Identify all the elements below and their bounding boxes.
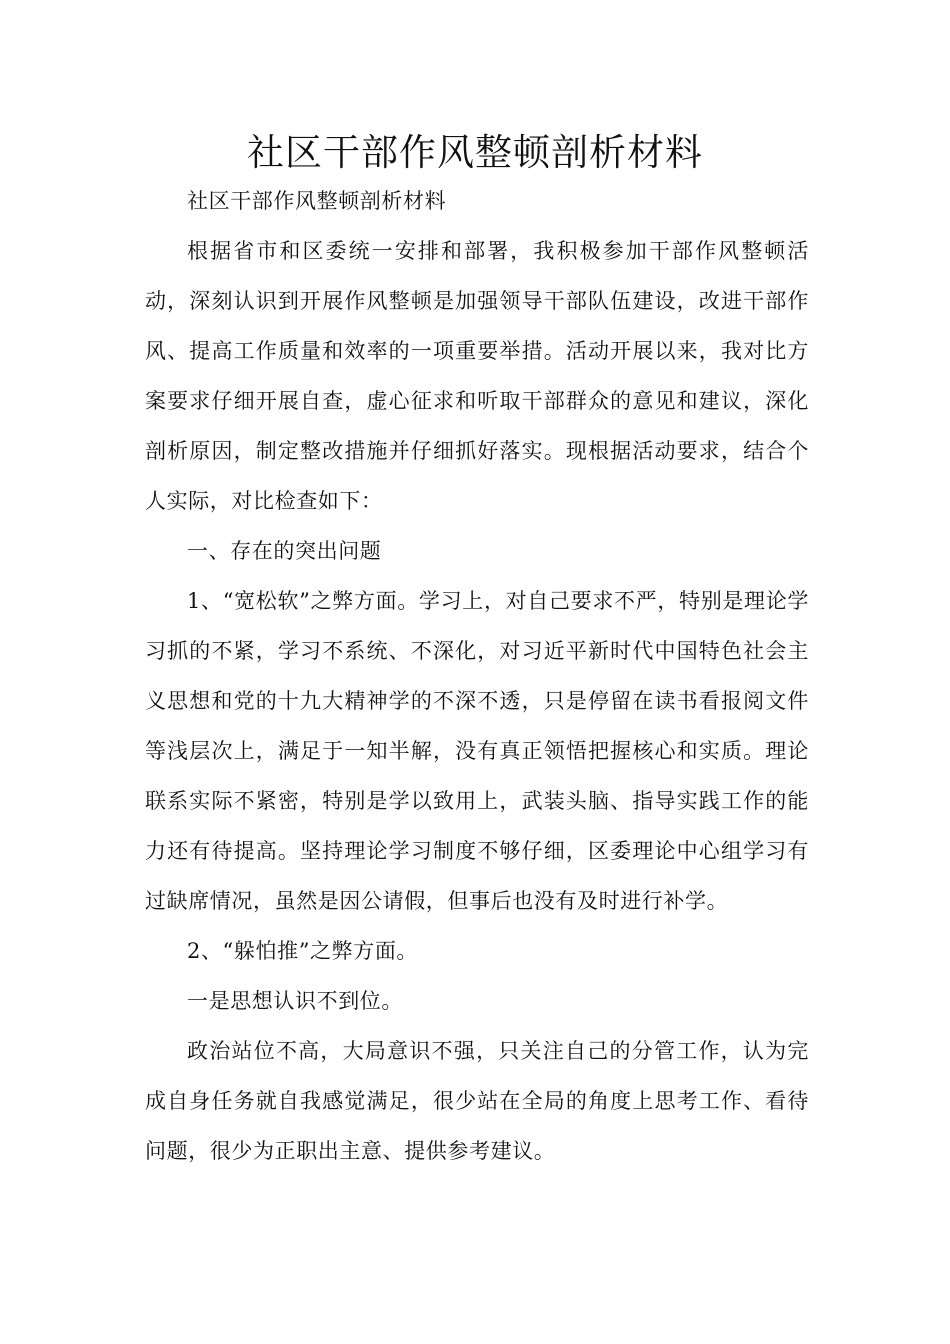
document-title: 社区干部作风整顿剖析材料 xyxy=(247,131,703,174)
paragraph-detail: 政治站位不高，大局意识不强，只关注自己的分管工作，认为完成自身任务就自我感觉满足，很少站在全局的角度上思考工作、看待问题，很少为正职出主意、提供参考建议。 xyxy=(145,1039,809,1163)
paragraph-item-1: 1、“宽松软”之弊方面。学习上，对自己要求不严，特别是理论学习抓的不紧，学习不系统、不深化，对习近平新时代中国特色社会主义思想和党的十九大精神学的不深不透，只是停留在读书看报阅文件等浅层次上，满足于一知半解，没有真正领悟把握核心和实质。理论联系实际不紧密，特别是学以致用上，武装头脑、指导实践工作的能力还有待提高。坚持理论学习制度不够仔细，区委理论中心组学习有过缺席情况，虽然是因公请假，但事后也没有及时进行补学。 xyxy=(145,589,809,913)
section-heading: 一、存在的突出问题 xyxy=(187,539,382,563)
document-body xyxy=(145,176,809,1176)
paragraph-item-2: 2、“躲怕推”之弊方面。 xyxy=(187,939,419,963)
paragraph-subtitle: 社区干部作风整顿剖析材料 xyxy=(187,189,447,213)
paragraph-subpoint: 一是思想认识不到位。 xyxy=(187,989,403,1013)
paragraph-intro: 根据省市和区委统一安排和部署，我积极参加干部作风整顿活动，深刻认识到开展作风整顿是加强领导干部队伍建设，改进干部作风、提高工作质量和效率的一项重要举措。活动开展以来，我对比方案要求仔细开展自查，虚心征求和听取干部群众的意见和建议，深化剖析原因，制定整改措施并仔细抓好落实。现根据活动要求，结合个人实际，对比检查如下： xyxy=(145,239,809,513)
